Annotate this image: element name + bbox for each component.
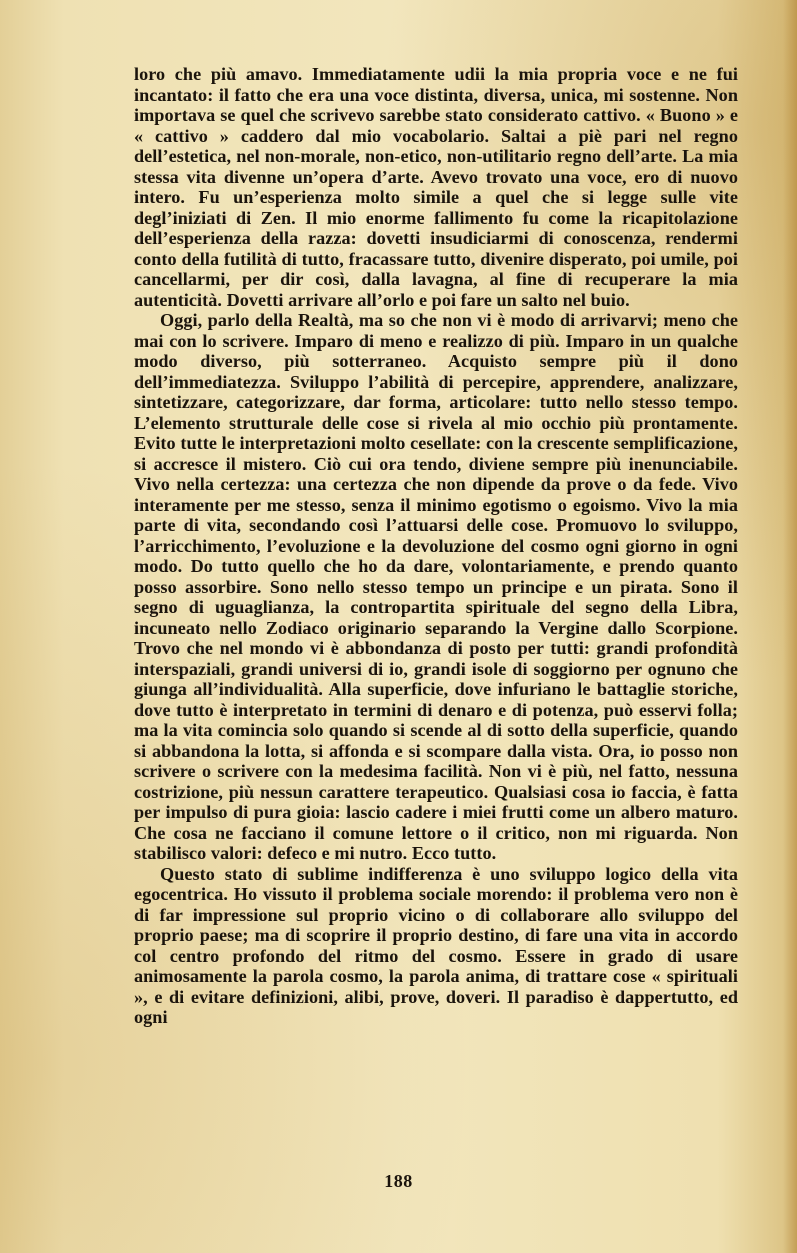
page-number: 188 bbox=[384, 1171, 413, 1191]
paragraph-2: Oggi, parlo della Realtà, ma so che non vi è modo di arrivarvi; meno che mai con lo scrivere. Imparo di meno e realizzo di più. Imparo in un qualche modo diverso, più sotterraneo. Acquisto sempre più il dono dell’immediatezza. Sviluppo l’abilità di percepire, apprendere, analizzare, sintetizzare, categorizzare, dar forma, articolare: tutto nello stesso tempo. L’elemento strutturale delle cose si rivela al mio occhio più prontamente. Evito tutte le interpretazioni molto cesellate: con la crescente semplificazione, si accresce il mistero. Ciò cui ora tendo, diviene sempre più inenunciabile. Vivo nella certezza: una certezza che non dipende da prove o da fede. Vivo interamente per me stesso, senza il minimo egotismo o egoismo. Vivo la mia parte di vita, secondando così l’attuarsi delle cose. Promuovo lo sviluppo, l’arricchimento, l’evoluzione e la devoluzione del cosmo ogni giorno in ogni modo. Do tutto quello che ho da dare, volontariamente, e prendo quanto posso assorbire. Sono nello stesso tempo un principe e un pirata. Sono il segno di uguaglianza, la contropartita spirituale del segno della Libra, incuneato nello Zodiaco originario separando la Vergine dallo Scorpione. Trovo che nel mondo vi è abbondanza di posto per tutti: grandi profondità interspaziali, grandi universi di io, grandi isole di soggiorno per ognuno che giunga all’individualità. Alla superficie, dove infuriano le battaglie storiche, dove tutto è interpretato in termini di denaro e di potenza, può esservi folla; ma la vita comincia solo quando si scende al di sotto della superficie, quando si abbandona la lotta, si affonda e si scompare dalla vista. Ora, io posso non scrivere o scrivere con la medesima facilità. Non vi è più, nel fatto, nessuna costrizione, più nessun carattere terapeutico. Qualsiasi cosa io faccia, è fatta per impulso di pura gioia: lascio cadere i miei frutti come un albero maturo. Che cosa ne facciano il comune lettore o il critico, non mi riguarda. Non stabilisco valori: defeco e mi nutro. Ecco tutto. bbox=[134, 310, 738, 863]
paragraph-1: loro che più amavo. Immediatamente udii la mia propria voce e ne fui incantato: il fatto che era una voce distinta, diversa, unica, mi sostenne. Non importava se quel che scrivevo sarebbe stato considerato cattivo. « Buono » e « cattivo » caddero dal mio vocabolario. Saltai a piè pari nel regno dell’estetica, nel non-morale, non-etico, non-utilitario regno dell’arte. La mia stessa vita divenne un’opera d’arte. Avevo trovato una voce, ero di nuovo intero. Fu un’esperienza molto simile a quel che si legge sulle vite degl’iniziati di Zen. Il mio enorme fallimento fu come la ricapitolazione dell’esperienza della razza: dovetti insudiciarmi di conoscenza, rendermi conto della futilità di tutto, fracassare tutto, divenire disperato, poi umile, poi cancellarmi, per dir così, dalla lavagna, al fine di recuperare la mia autenticità. Dovetti arrivare all’orlo e poi fare un salto nel buio. bbox=[134, 64, 738, 310]
paragraph-3: Questo stato di sublime indifferenza è uno sviluppo logico della vita egocentrica. Ho vissuto il problema sociale morendo: il problema vero non è di far impressione sul proprio vicino o di collaborare allo sviluppo del proprio paese; ma di scoprire il proprio destino, di fare una vita in accordo col centro profondo del ritmo del cosmo. Essere in grado di usare animosamente la parola cosmo, la parola anima, di trattare cose « spirituali », e di evitare definizioni, alibi, prove, doveri. Il paradiso è dappertutto, ed ogni bbox=[134, 863, 738, 1027]
body-text bbox=[134, 64, 738, 1028]
page-edge-shading bbox=[783, 0, 797, 1253]
